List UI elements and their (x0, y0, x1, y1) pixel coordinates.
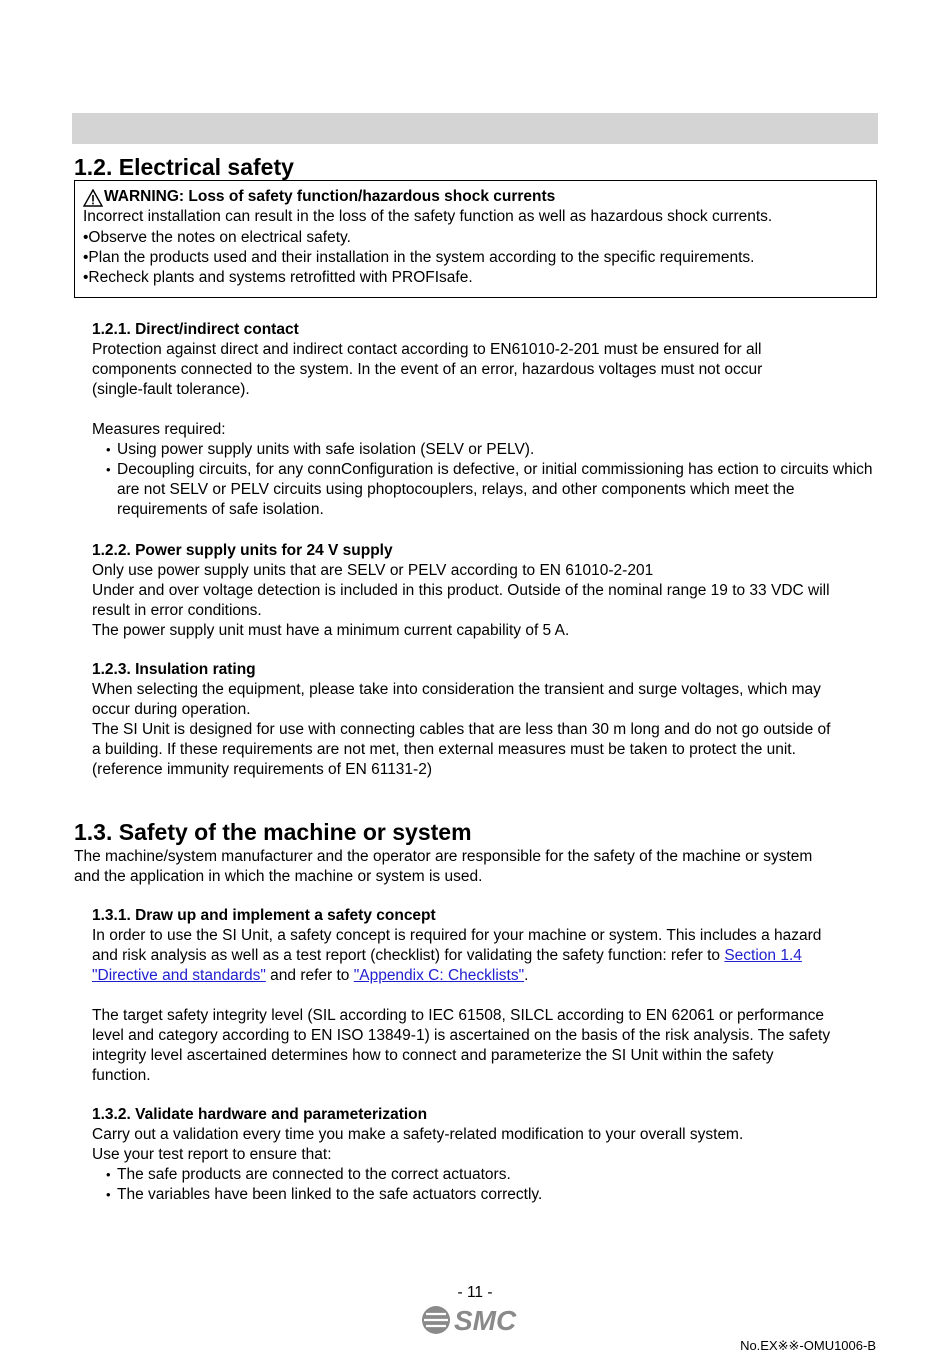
bullet-icon: • (106, 1187, 111, 1202)
directive-and-standards-link[interactable]: "Directive and standards" (92, 967, 266, 984)
page-number: - 11 - (457, 1284, 493, 1301)
body-line: a building. If these requirements are not met, then external measures must be taken to protect the unit. (92, 741, 796, 758)
subsection-title: 1.2.2. Power supply units for 24 V supply (92, 542, 393, 559)
measures-label: Measures required: (92, 421, 226, 438)
warning-box (74, 180, 877, 298)
body-line: occur during operation. (92, 701, 251, 718)
body-line: Under and over voltage detection is included in this product. Outside of the nominal range 19 to 33 VDC will (92, 582, 830, 599)
body-text: and risk analysis as well as a test report (checklist) for validating the safety function: refer to (92, 947, 725, 964)
warning-line: •Plan the products used and their installation in the system according to the specific requirements. (83, 248, 755, 266)
document-number: No.EX※※-OMU1006-B (740, 1338, 876, 1353)
body-line: Carry out a validation every time you make a safety-related modification to your overall system. (92, 1126, 744, 1143)
smc-logo (420, 1302, 530, 1338)
list-item (92, 460, 882, 520)
body-text: . (524, 967, 529, 984)
section-1-4-link[interactable]: Section 1.4 (724, 947, 802, 964)
body-line: function. (92, 1067, 151, 1084)
body-line: The power supply unit must have a minimum current capability of 5 A. (92, 622, 570, 639)
section-1-2-1 (92, 320, 882, 520)
subsection-title: 1.2.1. Direct/indirect contact (92, 321, 299, 338)
section-title-1-2: 1.2. Electrical safety (74, 154, 294, 180)
bullet-icon: • (106, 462, 111, 477)
list-item-text: The variables have been linked to the safe actuators correctly. (117, 1186, 543, 1203)
list-item (92, 1165, 882, 1185)
section-1-3-1 (92, 906, 882, 1086)
body-line: (single-fault tolerance). (92, 381, 250, 398)
list-item (92, 1185, 882, 1205)
body-line: Protection against direct and indirect contact according to EN61010-2-201 must be ensured for all (92, 341, 762, 358)
body-line: The target safety integrity level (SIL according to IEC 61508, SILCL according to EN 62061 or performance (92, 1007, 825, 1024)
section-1-3-2 (92, 1105, 882, 1205)
body-line (92, 946, 882, 966)
subsection-title: 1.3.1. Draw up and implement a safety concept (92, 907, 436, 924)
warning-title: WARNING: Loss of safety function/hazardous shock currents (104, 188, 556, 205)
body-line: Use your test report to ensure that: (92, 1146, 332, 1163)
warning-line: Incorrect installation can result in the loss of the safety function as well as hazardous shock currents. (83, 208, 773, 226)
section-1-2-2 (92, 541, 882, 641)
svg-text:SMC: SMC (454, 1305, 517, 1336)
subsection-title: 1.3.2. Validate hardware and parameterization (92, 1106, 428, 1123)
body-line: components connected to the system. In the event of an error, hazardous voltages must not occur (92, 361, 763, 378)
warning-title-row (83, 187, 868, 207)
body-line (92, 966, 882, 986)
body-line: The SI Unit is designed for use with connecting cables that are less than 30 m long and do not go outside of (92, 721, 831, 738)
header-bar (72, 113, 878, 144)
body-line: and the application in which the machine or system is used. (74, 868, 483, 885)
list-item-text: Decoupling circuits, for any connConfiguration is defective, or initial commissioning has ection to circuits which are not SELV or PELV circuits using phoptocouplers, relays, and other components which meet the requirements of safe isolation. (117, 461, 873, 518)
warning-triangle-icon (83, 189, 103, 207)
section-1-2-3 (92, 660, 882, 780)
body-line: result in error conditions. (92, 602, 262, 619)
body-text: and refer to (265, 967, 354, 984)
body-line: Only use power supply units that are SELV or PELV according to EN 61010-2-201 (92, 562, 654, 579)
body-line: The machine/system manufacturer and the operator are responsible for the safety of the machine or system (74, 848, 813, 865)
body-line: level and category according to EN ISO 13849-1) is ascertained on the basis of the risk analysis. The safety (92, 1027, 831, 1044)
body-line: In order to use the SI Unit, a safety concept is required for your machine or system. This includes a hazard (92, 927, 822, 944)
appendix-c-checklists-link[interactable]: "Appendix C: Checklists" (353, 967, 525, 984)
body-line: integrity level ascertained determines how to connect and parameterize the SI Unit within the safety (92, 1047, 774, 1064)
warning-line: •Observe the notes on electrical safety. (83, 228, 351, 246)
bullet-icon: • (106, 442, 111, 457)
list-item (92, 440, 882, 460)
warning-line: •Recheck plants and systems retrofitted with PROFIsafe. (83, 269, 473, 287)
list-item-text: The safe products are connected to the correct actuators. (117, 1166, 511, 1183)
list-item-text: Using power supply units with safe isolation (SELV or PELV). (117, 441, 535, 458)
body-line: When selecting the equipment, please take into consideration the transient and surge voltages, which may (92, 681, 821, 698)
section-title-1-3: 1.3. Safety of the machine or system (74, 819, 472, 845)
bullet-icon: • (106, 1167, 111, 1182)
subsection-title: 1.2.3. Insulation rating (92, 661, 256, 678)
section-1-3-intro (74, 847, 874, 887)
body-line: (reference immunity requirements of EN 61131-2) (92, 761, 432, 778)
